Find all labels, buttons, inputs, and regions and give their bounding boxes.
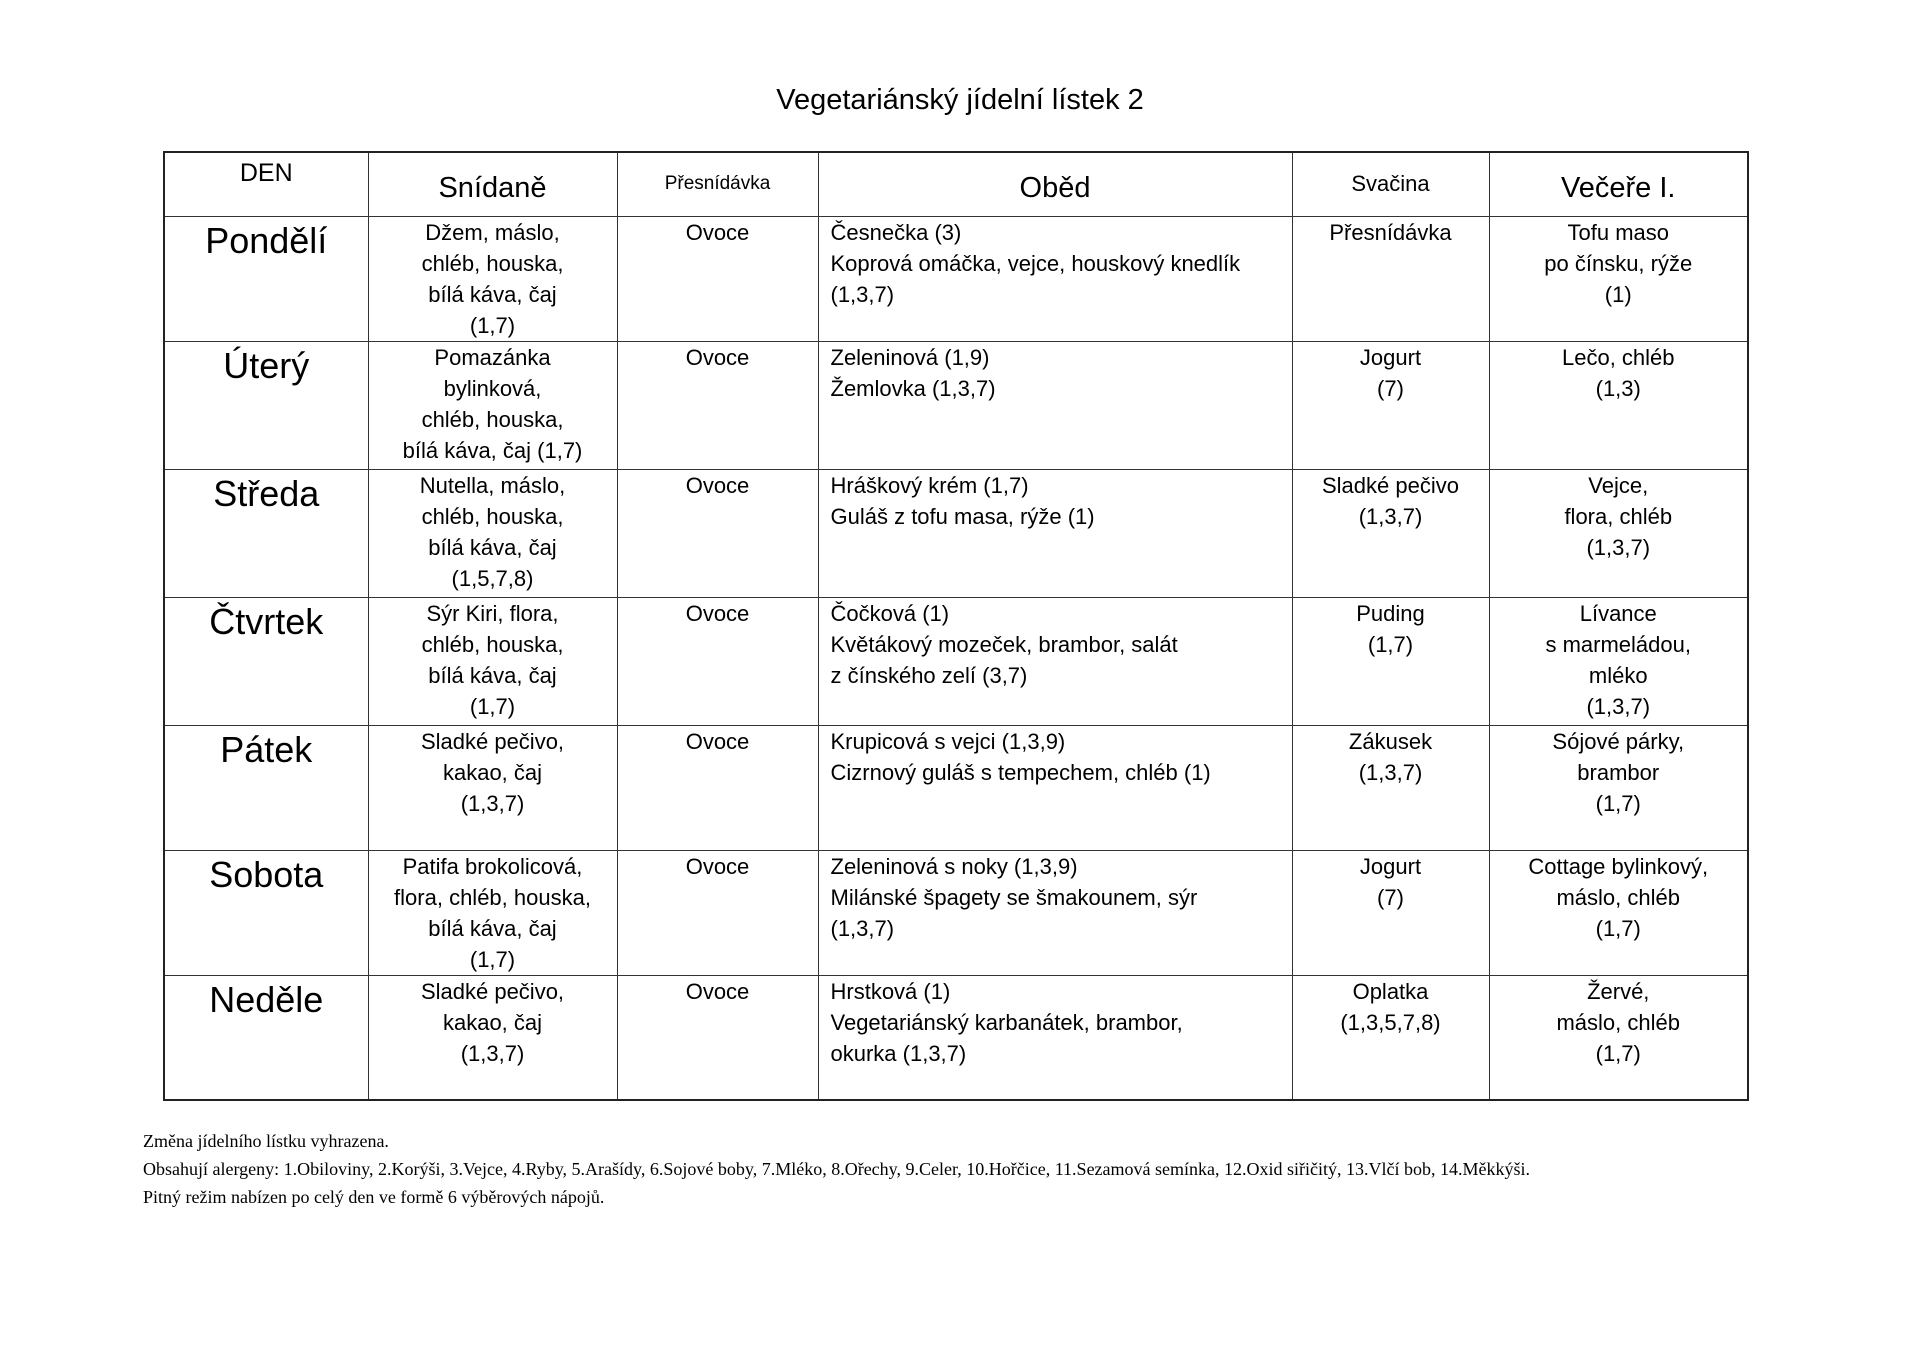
obed-cell-line: Krupicová s vejci (1,3,9): [830, 728, 1066, 754]
obed-cell-line: Zeleninová s noky (1,3,9): [830, 853, 1078, 879]
vecere-cell-line: mléko: [1588, 662, 1648, 688]
svacina-cell-line: (1,7): [1367, 631, 1414, 657]
table-row: [164, 850, 1748, 975]
vecere-cell-line: Cottage bylinkový,: [1528, 853, 1709, 879]
obed-cell-line: Vegetariánský karbanátek, brambor,: [830, 1009, 1183, 1035]
svacina-cell-line: Zákusek: [1348, 728, 1433, 754]
menu-body: [164, 216, 1748, 1100]
table-row: [164, 725, 1748, 850]
snidane-cell-line: (1,3,7): [460, 790, 525, 816]
svacina-cell: [1292, 725, 1489, 850]
snidane-cell: [368, 216, 617, 341]
obed-cell-line: Žemlovka (1,3,7): [830, 375, 996, 401]
header-vecere: Večeře I.: [1489, 152, 1748, 216]
vecere-cell: [1489, 469, 1748, 597]
snidane-cell: [368, 850, 617, 975]
snidane-cell-line: chléb, houska,: [421, 406, 564, 432]
svacina-cell-line: (1,3,7): [1358, 503, 1423, 529]
obed-cell-line: Hráškový krém (1,7): [830, 472, 1029, 498]
snidane-cell-line: (1,5,7,8): [451, 565, 534, 591]
snidane-cell-line: (1,3,7): [460, 1040, 525, 1066]
table-row: [164, 597, 1748, 725]
day-cell: Pátek: [164, 725, 368, 850]
table-row: [164, 341, 1748, 469]
vecere-cell-line: (1,3,7): [1586, 693, 1651, 719]
vecere-cell-line: Tofu maso: [1567, 219, 1669, 245]
obed-cell-line: Česnečka (3): [830, 219, 962, 245]
snidane-cell-line: Pomazánka: [434, 344, 551, 370]
obed-cell-line: Milánské špagety se šmakounem, sýr: [830, 884, 1198, 910]
header-presnidavka: Přesnídávka: [617, 152, 818, 216]
presnidavka-cell: Ovoce: [617, 975, 818, 1100]
snidane-cell: [368, 341, 617, 469]
svacina-cell: [1292, 469, 1489, 597]
obed-cell: [818, 469, 1292, 597]
obed-cell: [818, 975, 1292, 1100]
obed-cell: [818, 216, 1292, 341]
vecere-cell: [1489, 725, 1748, 850]
obed-cell-line: Hrstková (1): [830, 978, 951, 1004]
svacina-cell: [1292, 341, 1489, 469]
svacina-cell-line: Oplatka: [1352, 978, 1429, 1004]
presnidavka-cell: Ovoce: [617, 341, 818, 469]
snidane-cell-line: bylinková,: [443, 375, 542, 401]
presnidavka-cell: Ovoce: [617, 725, 818, 850]
vecere-cell-line: (1,7): [1595, 1040, 1641, 1066]
header-svacina: Svačina: [1292, 152, 1489, 216]
presnidavka-cell: Ovoce: [617, 216, 818, 341]
obed-cell: [818, 597, 1292, 725]
svacina-cell-line: (7): [1377, 884, 1404, 910]
snidane-cell-line: bílá káva, čaj (1,7): [402, 437, 583, 463]
presnidavka-cell: Ovoce: [617, 850, 818, 975]
page-title: Vegetariánský jídelní lístek 2: [776, 84, 1144, 116]
day-cell: Středa: [164, 469, 368, 597]
obed-cell-line: okurka (1,3,7): [830, 1040, 967, 1066]
obed-cell-line: Koprová omáčka, vejce, houskový knedlík: [830, 250, 1241, 276]
snidane-cell-line: Sýr Kiri, flora,: [426, 600, 559, 626]
vecere-cell-line: (1): [1604, 281, 1632, 307]
header-den: DEN: [164, 152, 368, 216]
header-snidane: Snídaně: [368, 152, 617, 216]
snidane-cell-line: Sladké pečivo,: [420, 728, 565, 754]
header-obed: Oběd: [818, 152, 1292, 216]
snidane-cell: [368, 597, 617, 725]
svacina-cell-line: (7): [1377, 375, 1404, 401]
table-row: [164, 975, 1748, 1100]
note-change: Změna jídelního lístku vyhrazena.: [143, 1131, 389, 1151]
vecere-cell-line: s marmeládou,: [1545, 631, 1691, 657]
snidane-cell-line: flora, chléb, houska,: [394, 884, 591, 910]
svacina-cell: [1292, 597, 1489, 725]
vecere-cell-line: Žervé,: [1587, 978, 1650, 1004]
obed-cell-line: Zeleninová (1,9): [830, 344, 990, 370]
snidane-cell-line: Džem, máslo,: [425, 219, 560, 245]
note-drinks: Pitný režim nabízen po celý den ve formě 6 výběrových nápojů.: [143, 1187, 605, 1207]
svacina-cell: [1292, 975, 1489, 1100]
svacina-cell-line: Přesnídávka: [1329, 219, 1452, 245]
note-allergens: Obsahují alergeny: 1.Obiloviny, 2.Korýši, 3.Vejce, 4.Ryby, 5.Arašídy, 6.Sojové boby, 7.Mléko, 8.Ořechy, 9.Celer, 10.Hořčice, 11.Sezamová semínka, 12.Oxid siřičitý, 13.Vlčí bob, 14.Měkkýši.: [143, 1159, 1530, 1179]
day-cell: Pondělí: [164, 216, 368, 341]
obed-cell-line: (1,3,7): [830, 915, 895, 941]
snidane-cell-line: chléb, houska,: [421, 250, 564, 276]
obed-cell-line: z čínského zelí (3,7): [830, 662, 1028, 688]
snidane-cell: [368, 725, 617, 850]
table-row: [164, 469, 1748, 597]
snidane-cell-line: (1,7): [469, 693, 516, 719]
menu-table: [163, 151, 1749, 1101]
vecere-cell: [1489, 216, 1748, 341]
vecere-cell: [1489, 975, 1748, 1100]
table-row: [164, 216, 1748, 341]
snidane-cell-line: chléb, houska,: [421, 503, 564, 529]
presnidavka-cell: Ovoce: [617, 469, 818, 597]
snidane-cell-line: Patifa brokolicová,: [402, 853, 583, 879]
vecere-cell: [1489, 850, 1748, 975]
snidane-cell-line: (1,7): [469, 312, 516, 338]
snidane-cell-line: kakao, čaj: [442, 759, 543, 785]
vecere-cell: [1489, 597, 1748, 725]
snidane-cell-line: kakao, čaj: [442, 1009, 543, 1035]
vecere-cell-line: (1,3,7): [1586, 534, 1651, 560]
snidane-cell-line: bílá káva, čaj: [428, 281, 557, 307]
vecere-cell-line: flora, chléb: [1564, 503, 1673, 529]
snidane-cell-line: (1,7): [469, 946, 516, 972]
snidane-cell-line: bílá káva, čaj: [428, 534, 557, 560]
obed-cell-line: Guláš z tofu masa, rýže (1): [830, 503, 1095, 529]
snidane-cell-line: Sladké pečivo,: [420, 978, 565, 1004]
obed-cell-line: Čočková (1): [830, 600, 950, 626]
snidane-cell-line: bílá káva, čaj: [428, 915, 557, 941]
vecere-cell-line: (1,7): [1595, 790, 1641, 816]
header-row: [164, 152, 1748, 216]
snidane-cell-line: bílá káva, čaj: [428, 662, 557, 688]
svacina-cell-line: Jogurt: [1359, 344, 1422, 370]
vecere-cell: [1489, 341, 1748, 469]
obed-cell: [818, 850, 1292, 975]
svacina-cell-line: (1,3,7): [1358, 759, 1423, 785]
svacina-cell-line: (1,3,5,7,8): [1340, 1009, 1441, 1035]
vecere-cell-line: (1,3): [1595, 375, 1641, 401]
snidane-cell: [368, 975, 617, 1100]
day-cell: Neděle: [164, 975, 368, 1100]
vecere-cell-line: po čínsku, rýže: [1544, 250, 1693, 276]
snidane-cell-line: chléb, houska,: [421, 631, 564, 657]
snidane-cell-line: Nutella, máslo,: [419, 472, 566, 498]
obed-cell-line: (1,3,7): [830, 281, 895, 307]
obed-cell: [818, 725, 1292, 850]
obed-cell-line: Květákový mozeček, brambor, salát: [830, 631, 1178, 657]
obed-cell-line: Cizrnový guláš s tempechem, chléb (1): [830, 759, 1211, 785]
svacina-cell-line: Sladké pečivo: [1322, 472, 1459, 498]
day-cell: Sobota: [164, 850, 368, 975]
presnidavka-cell: Ovoce: [617, 597, 818, 725]
svacina-cell-line: Jogurt: [1359, 853, 1422, 879]
snidane-cell: [368, 469, 617, 597]
svacina-cell-line: Puding: [1356, 600, 1425, 626]
obed-cell: [818, 341, 1292, 469]
day-cell: Úterý: [164, 341, 368, 469]
vecere-cell-line: máslo, chléb: [1556, 884, 1680, 910]
svacina-cell: [1292, 850, 1489, 975]
vecere-cell-line: (1,7): [1595, 915, 1641, 941]
day-cell: Čtvrtek: [164, 597, 368, 725]
vecere-cell-line: brambor: [1577, 759, 1660, 785]
vecere-cell-line: Vejce,: [1588, 472, 1649, 498]
footnotes: [143, 1127, 1530, 1211]
vecere-cell-line: Lívance: [1579, 600, 1657, 626]
vecere-cell-line: Lečo, chléb: [1561, 344, 1675, 370]
vecere-cell-line: máslo, chléb: [1556, 1009, 1680, 1035]
svacina-cell: [1292, 216, 1489, 341]
vecere-cell-line: Sójové párky,: [1552, 728, 1685, 754]
